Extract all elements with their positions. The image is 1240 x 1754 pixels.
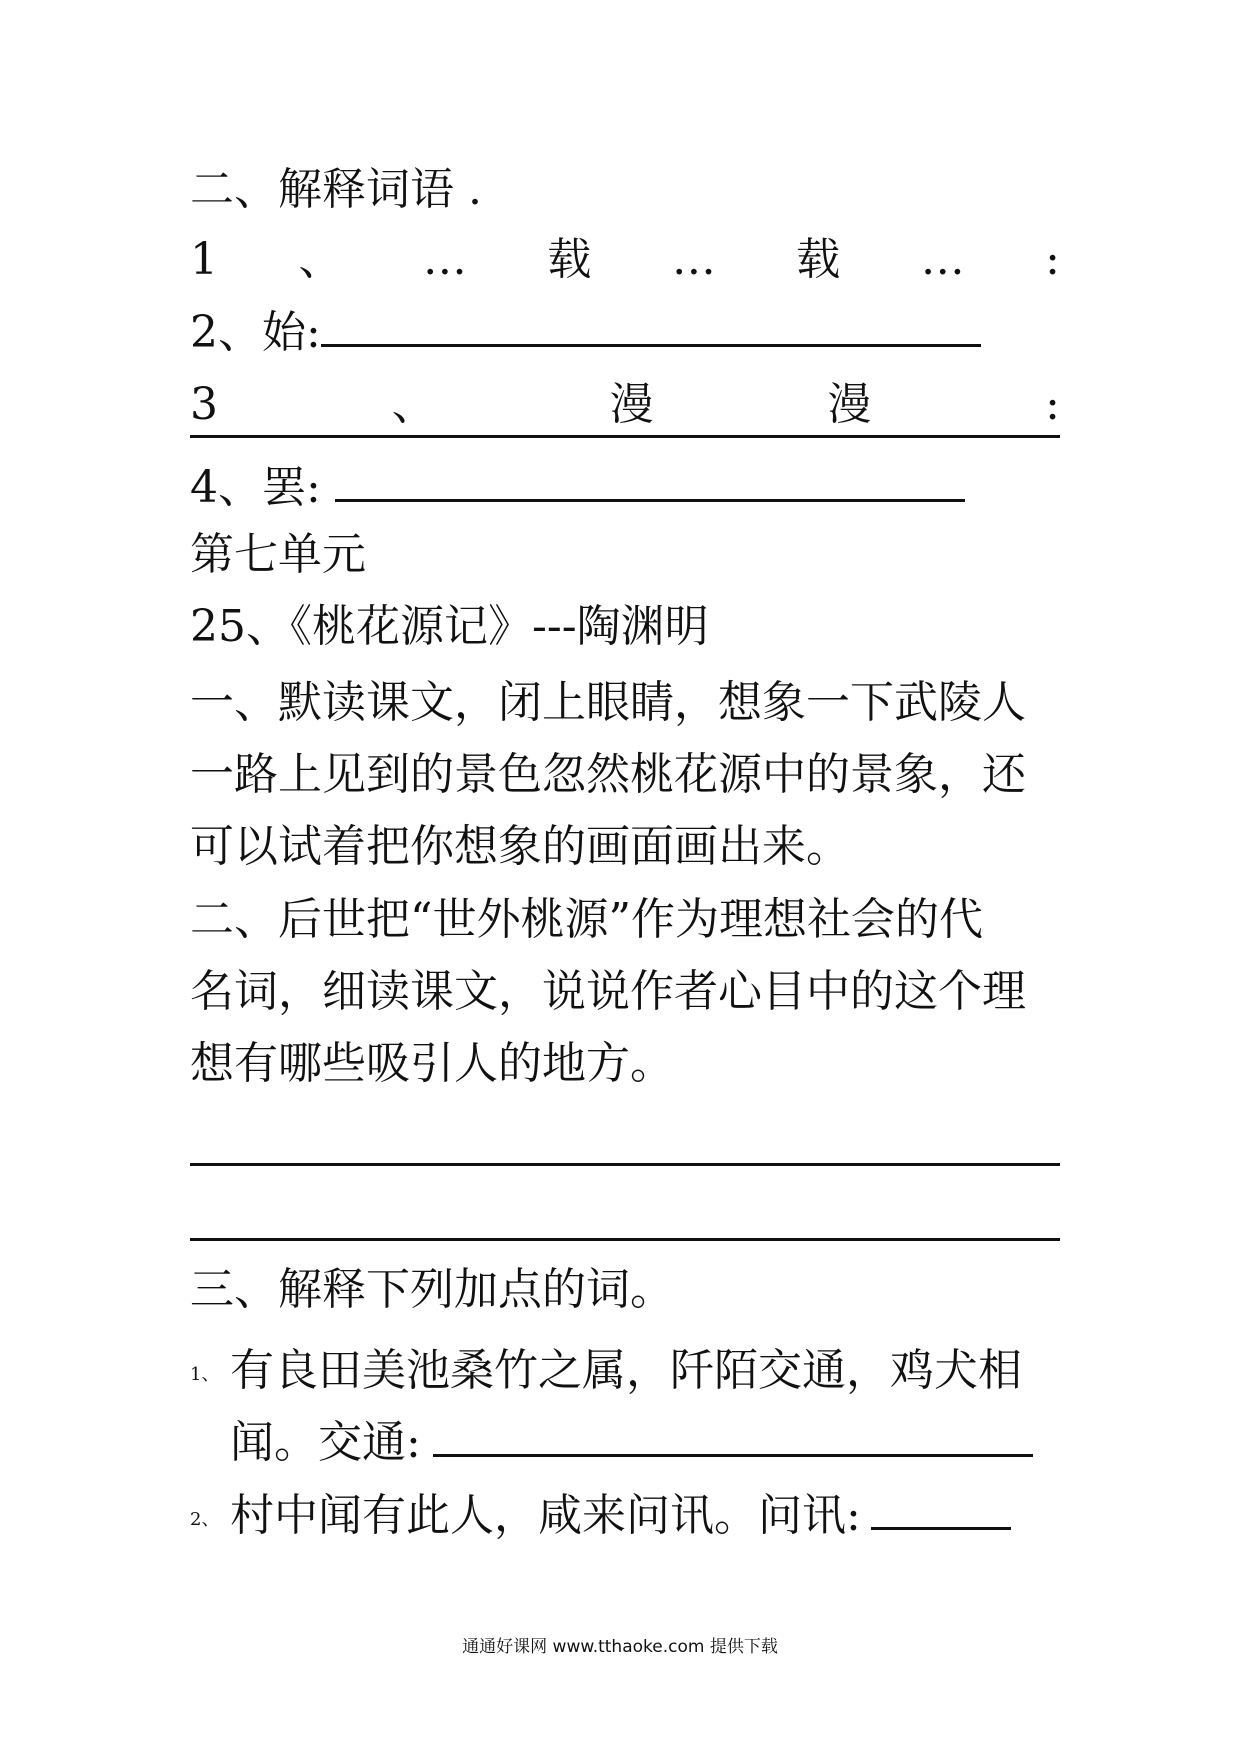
vocab-item-3-word: 漫 <box>609 379 654 430</box>
vocab-item-1-number: 1 <box>190 234 218 285</box>
item-prompt: 闻。交通: <box>230 1417 421 1468</box>
item-prompt: 村中闻有此人，咸来问讯。问讯: <box>230 1490 861 1541</box>
vocab-item-1 <box>190 230 1060 290</box>
vocab-item-2-label: 2、始: <box>190 307 321 358</box>
vocab-item-1-ellipsis: … <box>671 234 716 285</box>
answer-blank[interactable] <box>871 1483 1011 1530</box>
question-2-line: 二、后世把“世外桃源”作为理想社会的代 <box>190 894 983 945</box>
item-text-with-blank <box>230 1480 1060 1552</box>
vocab-item-1-separator: 、 <box>298 234 343 285</box>
vocab-item-2 <box>190 300 1060 363</box>
vocab-item-3-colon: : <box>1045 379 1060 430</box>
question-1-line: 一路上见到的景色忽然桃花源中的景象，还 <box>190 749 1026 800</box>
vocab-item-3-word: 漫 <box>827 379 872 430</box>
vocab-item-3[interactable] <box>190 375 1060 438</box>
vocab-item-3-number: 3 <box>190 379 218 430</box>
vocab-item-1-colon: : <box>1045 234 1060 285</box>
unit-title: 第七单元 <box>190 529 366 580</box>
vocab-item-4 <box>190 455 1060 518</box>
lesson-title: 25、《桃花源记》---陶渊明 <box>190 601 709 652</box>
vocab-item-1-ellipsis: … <box>422 234 467 285</box>
question-1-line: 可以试着把你想象的画面画出来。 <box>190 821 850 872</box>
answer-blank[interactable] <box>321 300 981 347</box>
vocab-item-3-separator: 、 <box>391 379 436 430</box>
question-1-line: 一、默读课文，闭上眼睛，想象一下武陵人 <box>190 677 1026 728</box>
item-text: 有良田美池桑竹之属，阡陌交通，鸡犬相 <box>230 1345 1022 1396</box>
question-3-title: 三、解释下列加点的词。 <box>190 1264 674 1315</box>
section-title-vocabulary: 二、解释词语 . <box>190 164 482 215</box>
answer-blank[interactable] <box>433 1410 1033 1457</box>
vocab-item-1-word: 载 <box>547 234 592 285</box>
page-footer: 通通好课网 www.tthaoke.com 提供下载 <box>462 1637 778 1657</box>
question-2-line: 想有哪些吸引人的地方。 <box>190 1038 674 1089</box>
answer-blank[interactable] <box>335 455 965 502</box>
vocab-item-1-word: 载 <box>796 234 841 285</box>
answer-line[interactable] <box>190 1238 1060 1241</box>
item-number: 2、 <box>190 1509 220 1530</box>
question-2-line: 名词，细读课文，说说作者心目中的这个理 <box>190 966 1026 1017</box>
item-number: 1、 <box>190 1364 220 1385</box>
answer-line[interactable] <box>190 1163 1060 1166</box>
vocab-item-4-label: 4、罢: <box>190 462 321 513</box>
item-text-continued <box>230 1407 1060 1479</box>
vocab-item-1-ellipsis: … <box>920 234 965 285</box>
